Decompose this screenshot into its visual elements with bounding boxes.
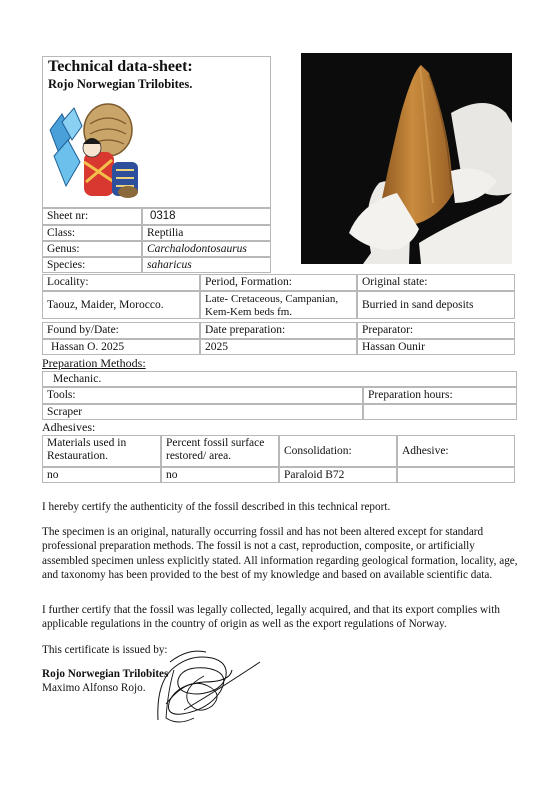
tools-label: Tools: xyxy=(42,387,363,404)
prep-date-value: 2025 xyxy=(200,339,357,355)
issuer-name: Rojo Norwegian Trilobites xyxy=(42,668,169,680)
fossil-photo xyxy=(301,53,512,264)
genus-label: Genus: xyxy=(42,241,142,257)
period-label: Period, Formation: xyxy=(200,274,357,291)
tool-value: Scraper xyxy=(42,404,363,420)
preparator-value: Hassan Ounir xyxy=(357,339,515,355)
period-line-2: Kem-Kem beds fm. xyxy=(205,305,293,318)
sheet-number-value: 0318 xyxy=(142,208,271,225)
certificate-paragraph-1: I hereby certify the authenticity of the fossil described in this technical report. xyxy=(42,501,391,513)
hours-value xyxy=(363,404,517,420)
percent-value: no xyxy=(161,467,279,483)
preparation-heading: Preparation Methods: xyxy=(42,356,146,370)
materials-value: no xyxy=(42,467,161,483)
found-value: Hassan O. 2025 xyxy=(42,339,200,355)
certificate-paragraph-3: I further certify that the fossil was legally collected, legally acquired, and that its export complies with applicable regulations in the country of origin as well as the export regulations of Norway. xyxy=(42,604,500,631)
certificate-paragraph-4: This certificate is issued by: xyxy=(42,644,168,656)
state-label: Original state: xyxy=(357,274,515,291)
consolidation-value: Paraloid B72 xyxy=(279,467,397,483)
company-logo xyxy=(46,100,146,204)
materials-label xyxy=(42,435,161,467)
signature xyxy=(148,640,266,730)
adhesive-text: Adhesive: xyxy=(402,445,449,457)
materials-line-2: Restauration. xyxy=(47,450,108,462)
period-line-1: Late- Cretaceous, Campanian, xyxy=(205,293,339,305)
preparator-label: Preparator: xyxy=(357,322,515,339)
adhesives-heading: Adhesives: xyxy=(42,420,96,434)
locality-text: Taouz, Maider, Morocco. xyxy=(47,299,164,311)
percent-line-1: Percent fossil surface xyxy=(166,437,265,449)
method-value: Mechanic. xyxy=(42,371,517,387)
state-text: Burried in sand deposits xyxy=(362,299,474,311)
species-value: saharicus xyxy=(142,257,271,273)
certificate-paragraph-2: The specimen is an original, naturally occurring fossil and has not been altered except for standard professional preparation methods. The fossil is not a cast, reproduction, composite, or artificially assembled specimen unless explicitly stated. All information regarding geological formation, locality, age, and taxonomy has been provided to the best of my knowledge and based on available scientific data. xyxy=(42,526,518,582)
period-value xyxy=(200,291,357,319)
consolidation-label xyxy=(279,435,397,467)
percent-line-2: restored/ area. xyxy=(166,450,232,462)
hours-label: Preparation hours: xyxy=(363,387,517,404)
consolidation-text: Consolidation: xyxy=(284,445,352,457)
locality-value xyxy=(42,291,200,319)
species-label: Species: xyxy=(42,257,142,273)
signatory-name: Maximo Alfonso Rojo. xyxy=(42,682,146,694)
adhesive-label xyxy=(397,435,515,467)
genus-value: Carchalodontosaurus xyxy=(142,241,271,257)
found-label: Found by/Date: xyxy=(42,322,200,339)
prep-date-label: Date preparation: xyxy=(200,322,357,339)
class-value: Reptilia xyxy=(142,225,271,241)
locality-label: Locality: xyxy=(42,274,200,291)
materials-line-1: Materials used in xyxy=(47,437,127,449)
class-label: Class: xyxy=(42,225,142,241)
sheet-subtitle: Rojo Norwegian Trilobites. xyxy=(48,77,193,91)
sheet-number-label: Sheet nr: xyxy=(42,208,142,225)
percent-label xyxy=(161,435,279,467)
sheet-title: Technical data-sheet: xyxy=(48,58,193,75)
state-value xyxy=(357,291,515,319)
adhesive-value xyxy=(397,467,515,483)
